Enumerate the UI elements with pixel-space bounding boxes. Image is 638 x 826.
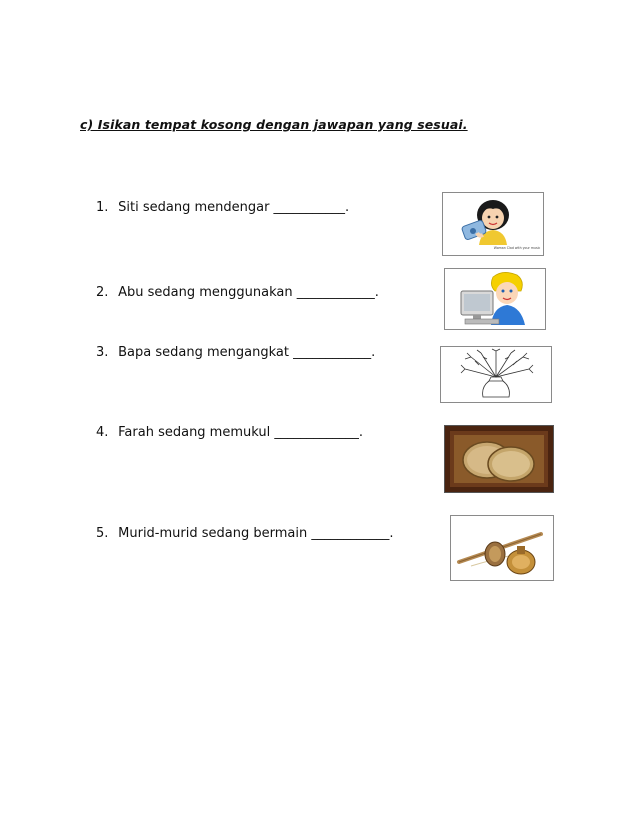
question-4 bbox=[96, 425, 363, 440]
question-2-number: 2. bbox=[96, 285, 109, 300]
question-3-text: Bapa sedang mengangkat ____________. bbox=[118, 345, 376, 360]
girl-with-radio-icon bbox=[442, 192, 544, 256]
kompang-drums-icon bbox=[444, 425, 554, 493]
question-1-number: 1. bbox=[96, 200, 109, 215]
question-2-text: Abu sedang menggunakan ____________. bbox=[118, 285, 379, 300]
question-4-text: Farah sedang memukul _____________. bbox=[118, 425, 363, 440]
boy-with-computer-icon bbox=[444, 268, 546, 330]
image-caption: Woman Clad with your music bbox=[493, 246, 541, 250]
question-1-text: Siti sedang mendengar ___________. bbox=[118, 200, 350, 215]
question-5-text: Murid-murid sedang bermain ____________. bbox=[118, 526, 394, 541]
question-1 bbox=[96, 200, 349, 215]
bunga-manggar-icon bbox=[440, 346, 552, 403]
section-heading: c) Isikan tempat kosong dengan jawapan yang sesuai. bbox=[80, 117, 468, 132]
gasing-tops-icon bbox=[450, 515, 554, 581]
question-3 bbox=[96, 345, 375, 360]
question-4-number: 4. bbox=[96, 425, 109, 440]
question-2 bbox=[96, 285, 379, 300]
question-3-number: 3. bbox=[96, 345, 109, 360]
question-5-number: 5. bbox=[96, 526, 109, 541]
question-5 bbox=[96, 526, 393, 541]
